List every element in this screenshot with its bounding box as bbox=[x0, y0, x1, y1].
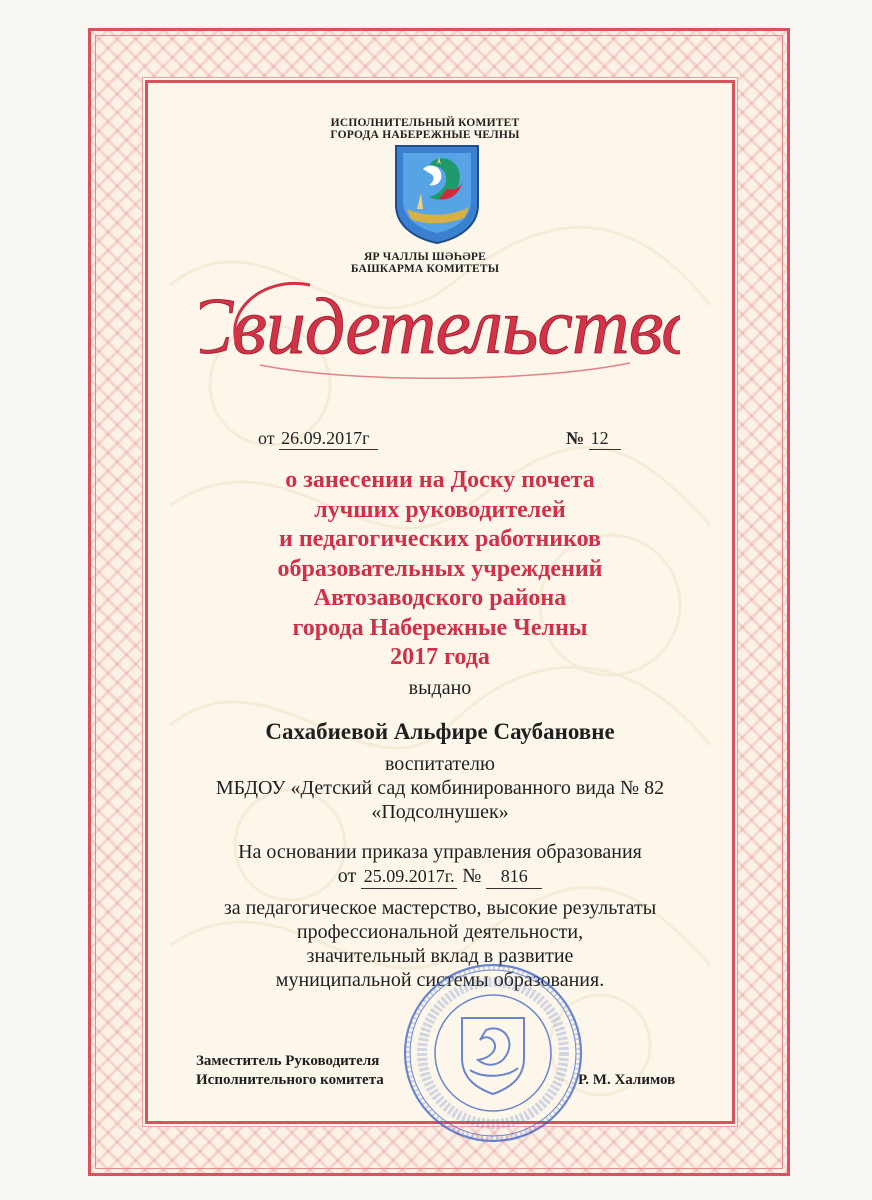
recipient-org-line1: МБДОУ «Детский сад комбинированного вида № 82 bbox=[215, 777, 665, 799]
reason-line: за педагогическое мастерство, высокие результаты bbox=[223, 897, 657, 919]
official-stamp-icon bbox=[400, 960, 586, 1146]
signatory-role-line1: Заместитель Руководителя bbox=[196, 1053, 380, 1069]
issued-label: выдано bbox=[408, 677, 472, 699]
date-value: 26.09.2017г bbox=[279, 428, 378, 450]
purpose-line: образовательных учреждений bbox=[277, 555, 603, 582]
certificate-number bbox=[566, 428, 621, 450]
signatory-role bbox=[196, 1052, 384, 1090]
basis-date-prefix: от bbox=[337, 865, 357, 887]
purpose-line: лучших руководителей bbox=[314, 496, 566, 523]
basis-date-value: 25.09.2017г. bbox=[361, 864, 457, 889]
recipient-name: Сахабиевой Альфире Саубановне bbox=[265, 719, 615, 744]
date-prefix: от bbox=[258, 428, 275, 448]
purpose-line: о занесении на Доску почета bbox=[285, 467, 595, 493]
basis-order bbox=[160, 864, 720, 889]
purpose-line: и педагогических работников bbox=[279, 526, 601, 552]
reason-line: значительный вклад в развитие bbox=[306, 945, 574, 967]
signatory-name: Р. М. Халимов bbox=[578, 1072, 676, 1088]
basis-number-prefix: № bbox=[462, 865, 482, 887]
recipient-position: воспитателю bbox=[385, 753, 495, 775]
certificate-title-text: Свидетельство bbox=[200, 283, 680, 371]
signatory-role-line2: Исполнительного комитета bbox=[196, 1072, 384, 1088]
purpose-line: 2017 года bbox=[390, 644, 490, 670]
authority-ru bbox=[300, 117, 550, 141]
purpose-line: города Набережные Челны bbox=[292, 614, 588, 641]
purpose-line: Автозаводского района bbox=[313, 585, 567, 611]
authority-ru-line1: ИСПОЛНИТЕЛЬНЫЙ КОМИТЕТ bbox=[330, 117, 520, 129]
authority-tt-line1: ЯР ЧАЛЛЫ ШӘҺӘРЕ bbox=[363, 251, 486, 263]
recipient-org-line2: «Подсолнушек» bbox=[371, 801, 509, 823]
number-prefix: № bbox=[566, 428, 585, 448]
reason-line: профессиональной деятельности, bbox=[296, 921, 584, 943]
city-coat-of-arms-icon bbox=[393, 143, 481, 245]
reason-line: муниципальной системы образования. bbox=[275, 969, 605, 991]
certificate-date bbox=[258, 428, 378, 450]
basis-text: На основании приказа управления образования bbox=[238, 841, 642, 863]
purpose-block bbox=[200, 466, 680, 673]
authority-tt-line2: БАШКАРМА КОМИТЕТЫ bbox=[350, 263, 500, 275]
number-value: 12 bbox=[589, 428, 621, 450]
basis-number-value: 816 bbox=[486, 864, 542, 889]
certificate-title bbox=[200, 255, 680, 395]
authority-ru-line2: ГОРОДА НАБЕРЕЖНЫЕ ЧЕЛНЫ bbox=[330, 129, 520, 141]
